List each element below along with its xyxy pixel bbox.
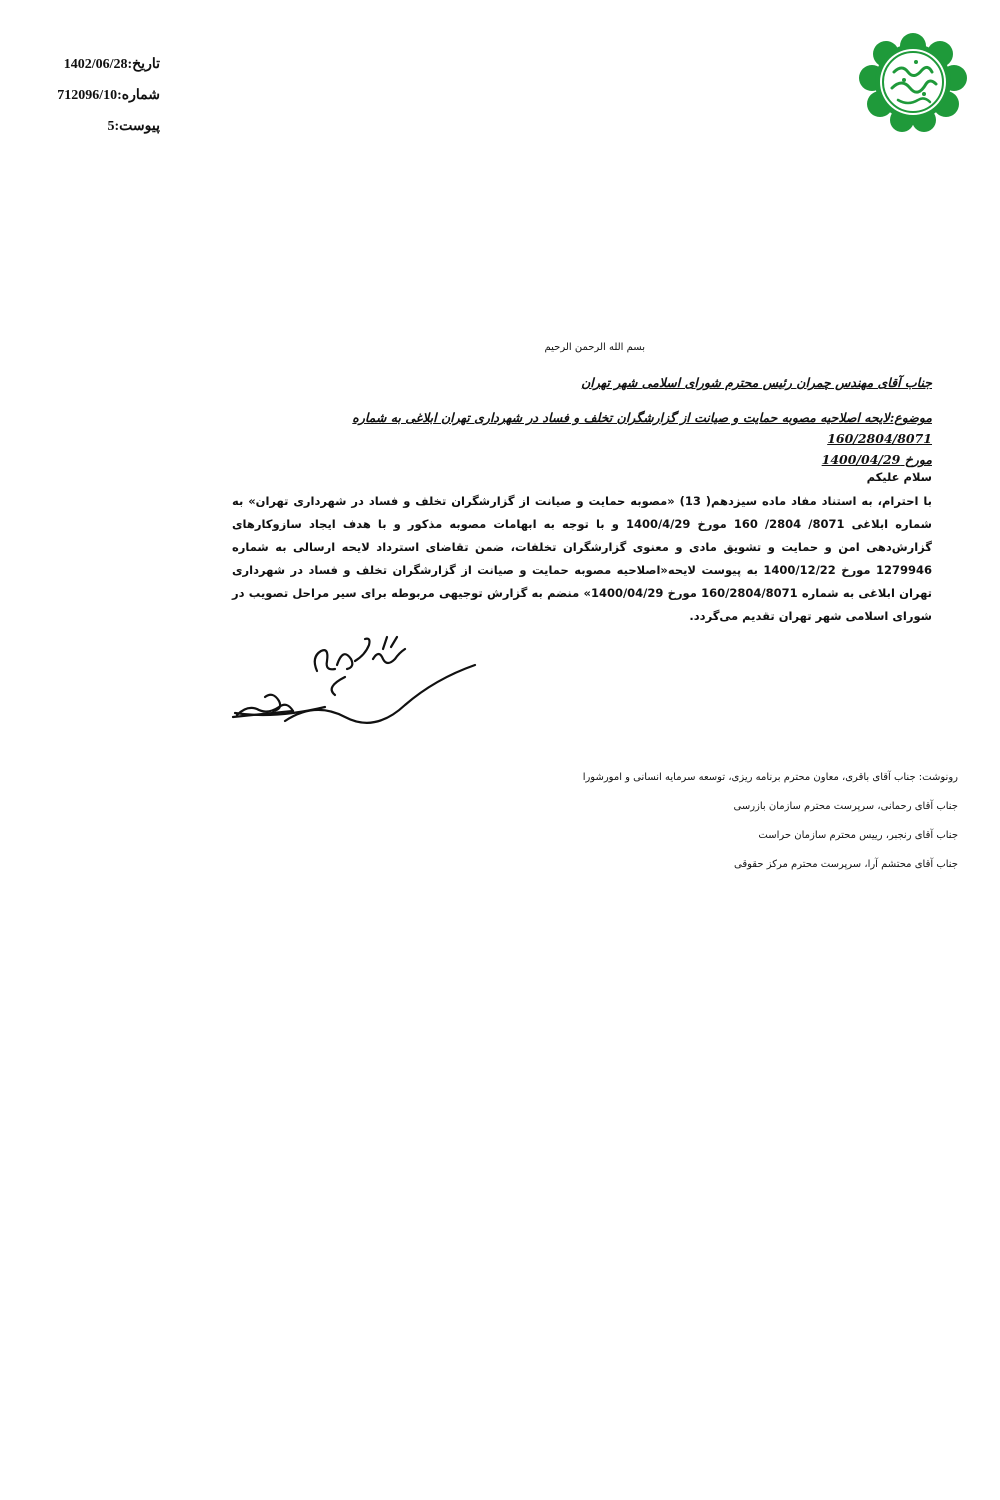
letter-addressee: جناب آقای مهندس چمران رئیس محترم شورای اسلامی شهر تهران xyxy=(581,375,932,390)
letter-body: با احترام، به استناد مفاد ماده سیزدهم( 13) «مصوبه حمایت و صیانت از گزارشگران تخلف و فساد در شهرداری تهران» به شماره ابلاغی 8071/ 2804/ 160 مورخ 1400/4/29 و با توجه به ابهامات مصوبه مذکور و با هدف ایجاد سازوکارهای گزارش‌دهی امن و حمایت و تشویق مادی و معنوی گزارشگران تخلفات، ضمن تقاضای استرداد لایحه ارسالی به شماره 1279946 مورخ 1400/12/22 به پیوست لایحه«اصلاحیه مصوبه حمایت و صیانت از گزارشگران تخلف و فساد در شهرداری تهران ابلاغی به شماره 160/2804/8071 مورخ 1400/04/29» منضم به گزارش توجیهی مربوطه برای سیر مراحل تصویب در شورای اسلامی شهر تهران تقدیم می‌گردد. xyxy=(232,494,932,623)
handwritten-signature-icon xyxy=(225,625,485,750)
cc-item: جناب آقای رنجبر، رییس محترم سازمان حراست xyxy=(758,830,958,841)
subject-line-2: مورخ 1400/04/29 xyxy=(821,452,932,467)
cc-item: جناب آقای محتشم آرا، سرپرست محترم مرکز حقوقی xyxy=(734,859,958,870)
basmala: بسم الله الرحمن الرحیم xyxy=(544,342,645,353)
cc-item: رونوشت: جناب آقای باقری، معاون محترم برنامه ریزی، توسعه سرمایه انسانی و امورشورا xyxy=(582,772,958,783)
greeting: سلام علیکم xyxy=(866,470,932,484)
letter-number: شماره:712096/10 xyxy=(57,88,160,103)
letter-subject xyxy=(292,407,932,470)
tehran-municipality-logo-icon xyxy=(858,32,968,132)
letter-attachment: پیوست:5 xyxy=(107,119,160,134)
letter-date: تاریخ:1402/06/28 xyxy=(63,57,160,72)
subject-line-1: موضوع:لایحه اصلاحیه مصوبه حمایت و صیانت از گزارشگران تخلف و فساد در شهرداری تهران ابلاغی به شماره 160/2804/8071 xyxy=(352,410,932,446)
cc-item: جناب آقای رحمانی، سرپرست محترم سازمان بازرسی xyxy=(733,801,958,812)
cc-list xyxy=(358,770,958,886)
letter-meta xyxy=(57,54,260,147)
